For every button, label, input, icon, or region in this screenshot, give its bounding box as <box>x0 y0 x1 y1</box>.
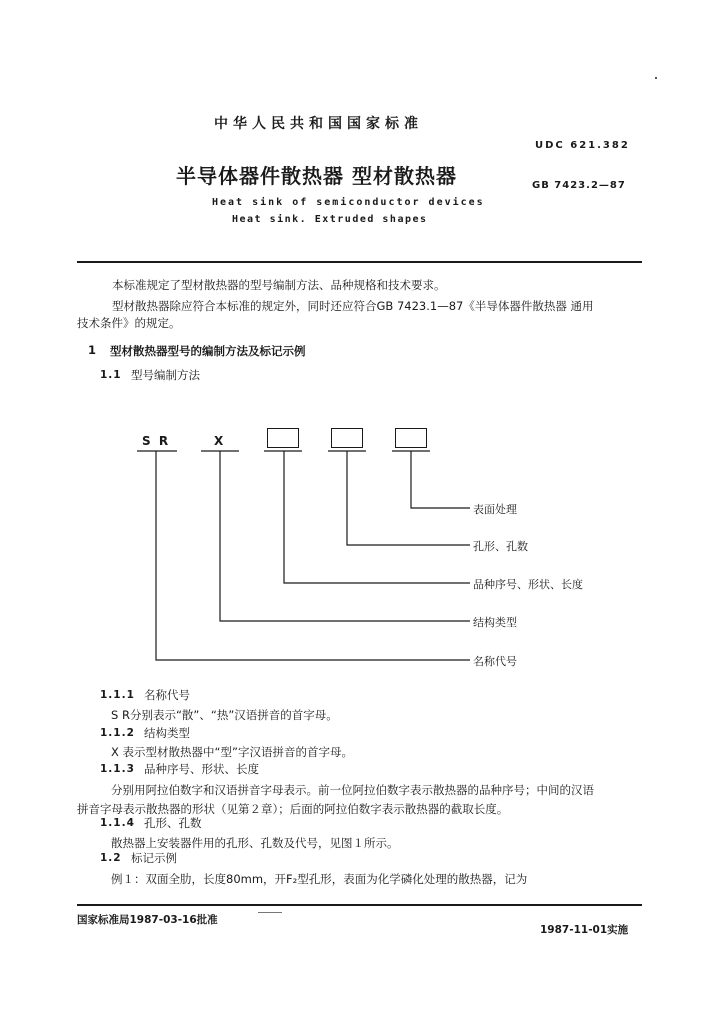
footer-approved: 国家标准局1987-03-16批准 <box>77 914 218 926</box>
intro-paragraph-2-line-1: 型材散热器除应符合本标准的规定外，同时还应符合GB 7423.1—87《半导体器件散热器 通用 <box>112 299 594 313</box>
sub-1-1-2-text: X 表示型材散热器中“型”字汉语拼音的首字母。 <box>111 745 353 759</box>
sub-1-1-4-text: 散热器上安装器件用的孔形、孔数及代号，见图１所示。 <box>111 836 399 850</box>
sub-1-1-3-text-line-1: 分别用阿拉伯数字和汉语拼音字母表示。前一位阿拉伯数字表示散热器的品种序号；中间的汉语 <box>111 783 594 797</box>
section-1-title: 型材散热器型号的编制方法及标记示例 <box>110 344 306 358</box>
udc-code: UDC 621.382 <box>535 140 630 151</box>
scan-speck <box>655 77 657 79</box>
sub-1-2-number: 1.2 <box>100 852 122 864</box>
standard-org-heading: 中华人民共和国国家标准 <box>214 116 423 132</box>
sub-1-1-4-number: 1.1.4 <box>100 817 135 829</box>
sub-1-1-1-number: 1.1.1 <box>100 689 135 701</box>
code-sr: S R <box>142 434 171 448</box>
sub-1-1-3-title: 品种序号、形状、长度 <box>144 762 259 776</box>
sub-1-1-2-number: 1.1.2 <box>100 727 135 739</box>
sub-1-1-4-title: 孔形、孔数 <box>144 816 202 830</box>
sub-1-1-1-title: 名称代号 <box>144 688 190 702</box>
label-variety-shape-length: 品种序号、形状、长度 <box>473 578 583 591</box>
sub-1-1-2-title: 结构类型 <box>144 726 190 740</box>
label-structure-type: 结构类型 <box>473 616 517 629</box>
footer-short-mark <box>258 912 282 913</box>
gb-code: GB 7423.2—87 <box>532 180 626 191</box>
english-title-line-2: Heat sink. Extruded shapes <box>232 214 428 225</box>
section-1-1-number: 1.1 <box>100 369 122 381</box>
footer-effective: 1987-11-01实施 <box>540 924 629 936</box>
document-title: 半导体器件散热器 型材散热器 <box>176 164 457 188</box>
section-1-1-title: 型号编制方法 <box>131 368 200 382</box>
section-1-number: 1 <box>88 343 97 357</box>
sub-1-2-title: 标记示例 <box>131 851 177 865</box>
sub-1-1-3-number: 1.1.3 <box>100 763 135 775</box>
intro-paragraph-1: 本标准规定了型材散热器的型号编制方法、品种规格和技术要求。 <box>112 278 446 292</box>
sub-1-1-1-text: S R分别表示“散”、“热”汉语拼音的首字母。 <box>111 708 338 722</box>
footer-divider <box>77 904 642 906</box>
label-hole-shape-count: 孔形、孔数 <box>473 540 528 553</box>
english-title-line-1: Heat sink of semiconductor devices <box>212 197 485 208</box>
intro-paragraph-2-line-2: 技术条件》的规定。 <box>77 316 181 330</box>
label-name-code: 名称代号 <box>473 655 517 668</box>
example-1-text: 例１：双面全肋，长度80mm，开F₂型孔形，表面为化学磷化处理的散热器，记为 <box>111 872 528 886</box>
label-surface-treatment: 表面处理 <box>473 503 517 516</box>
sub-1-1-3-text-line-2: 拼音字母表示散热器的形状（见第２章）；后面的阿拉伯数字表示散热器的截取长度。 <box>77 802 509 816</box>
code-x: X <box>214 434 224 448</box>
